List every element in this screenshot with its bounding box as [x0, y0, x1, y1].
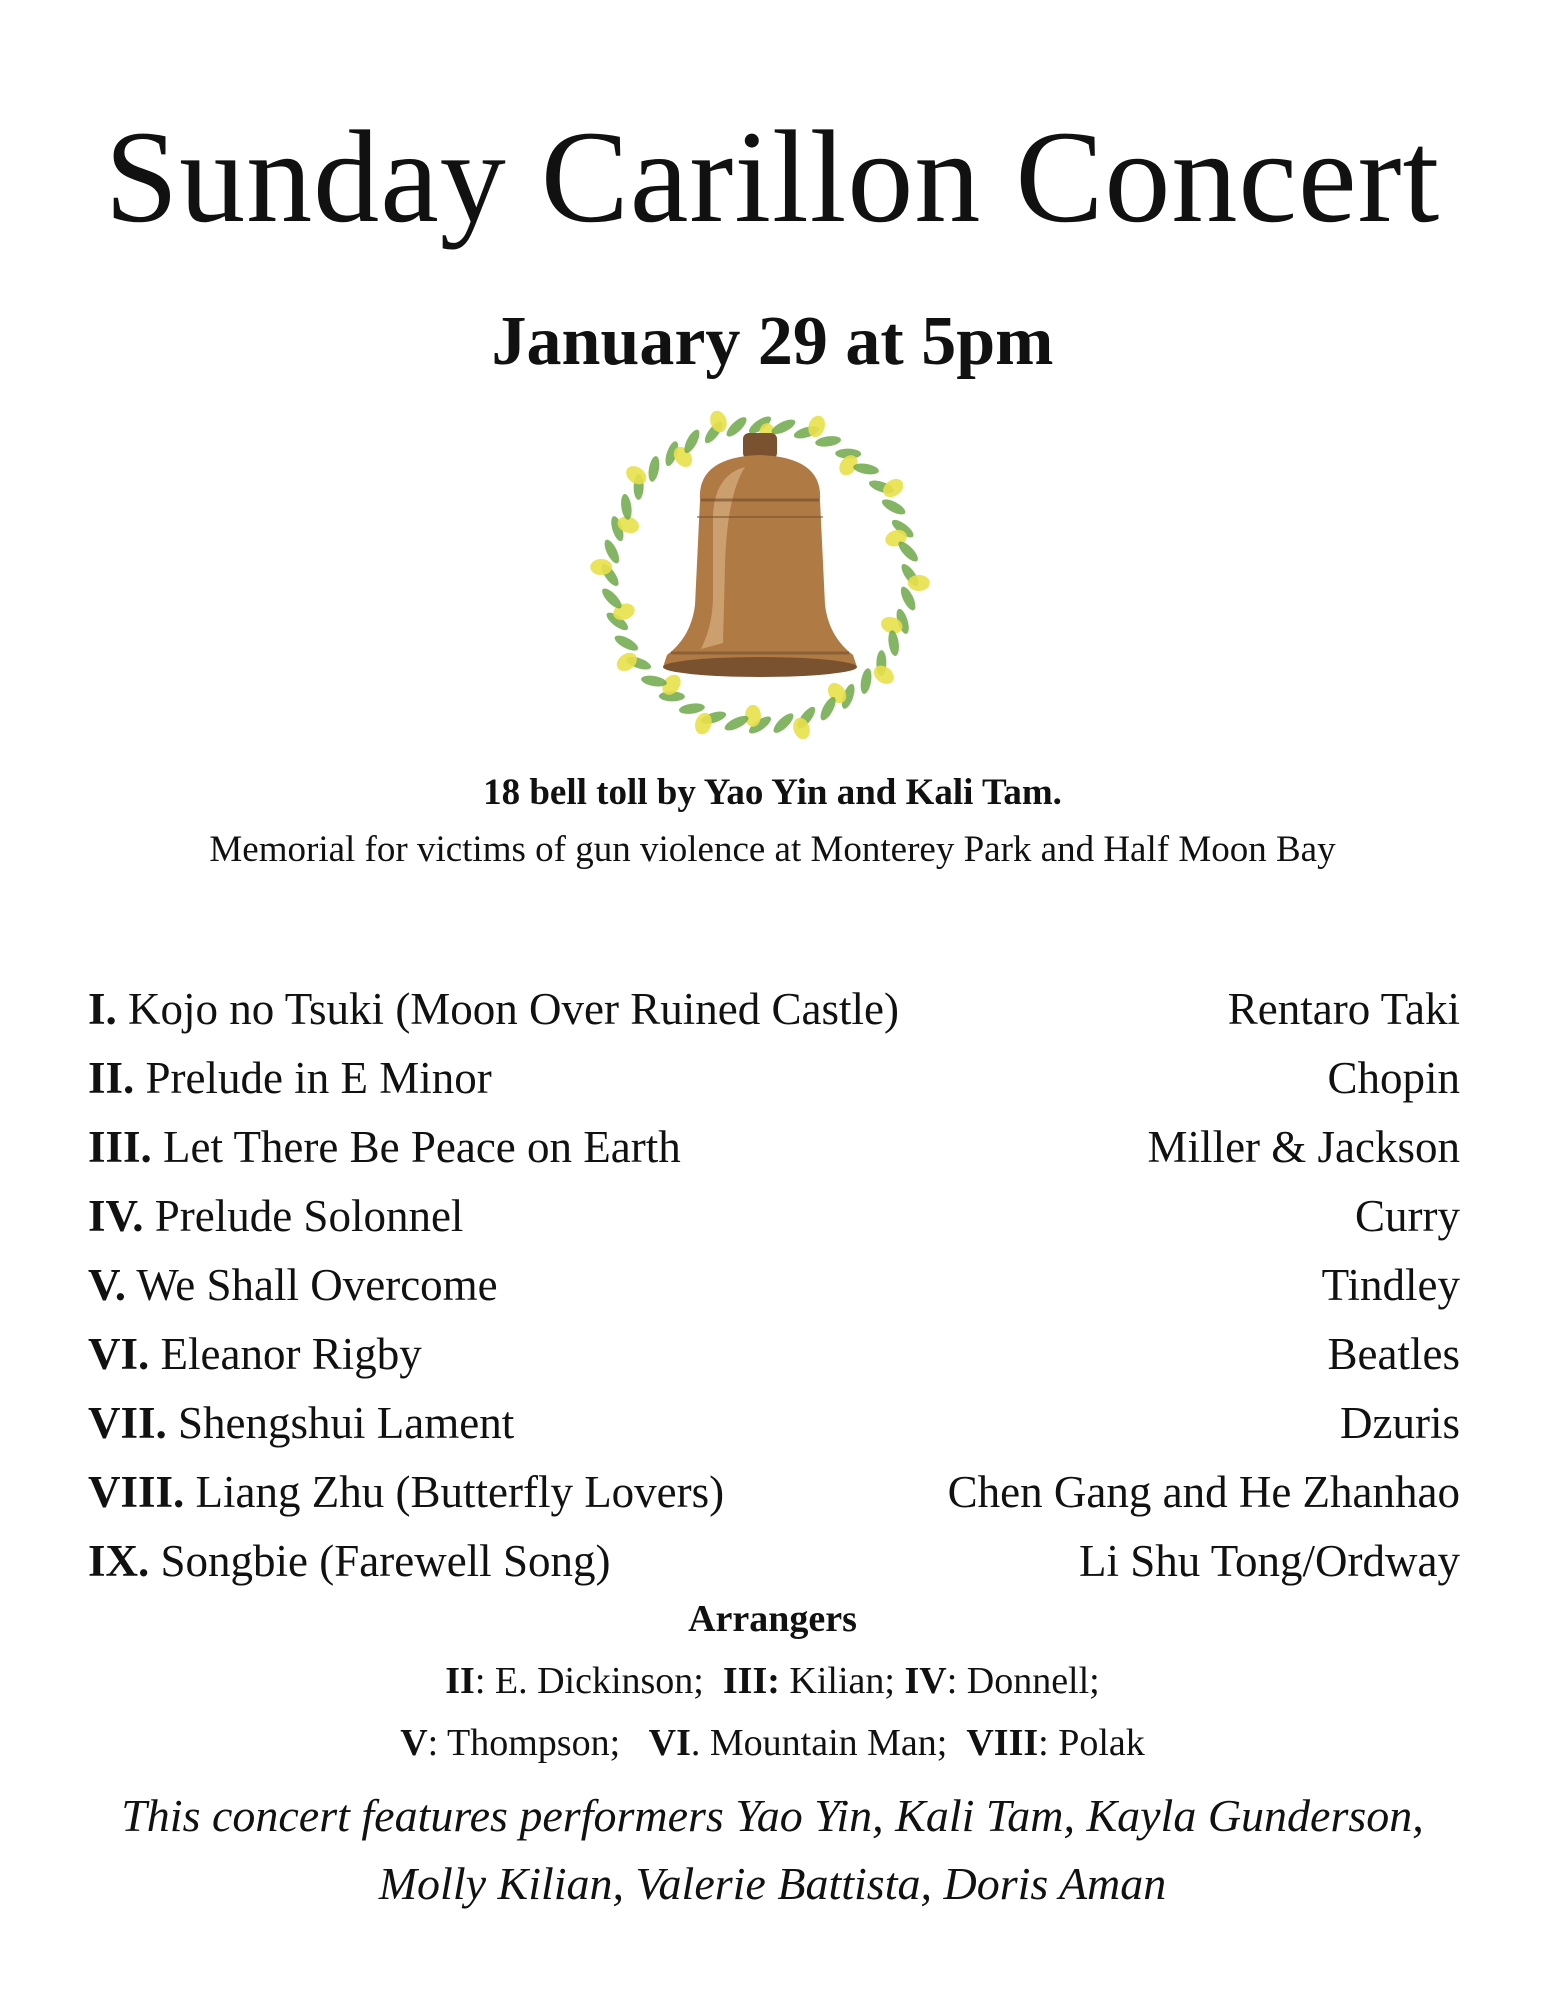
piece-title	[88, 1320, 422, 1389]
piece-title	[88, 1044, 492, 1113]
arranger-name: : Donnell;	[946, 1660, 1100, 1702]
performers-line-1: This concert features performers Yao Yin, Kali Tam, Kayla Gunderson,	[121, 1790, 1424, 1841]
piece-composer: Miller & Jackson	[1147, 1122, 1460, 1172]
piece-title	[88, 1182, 463, 1251]
piece-name: Kojo no Tsuki (Moon Over Ruined Castle)	[116, 984, 899, 1034]
piece-title	[88, 1458, 724, 1527]
program-item	[88, 1044, 1460, 1113]
leaf-icon	[620, 493, 634, 520]
program-list	[88, 975, 1460, 1596]
program-item	[88, 1389, 1460, 1458]
program-item	[88, 975, 1460, 1044]
lemon-icon	[880, 475, 907, 501]
piece-composer: Dzuris	[1340, 1398, 1460, 1448]
arranger-piece-number: IV	[904, 1660, 947, 1702]
leaf-icon	[896, 539, 921, 565]
leaf-icon	[599, 586, 624, 612]
lemon-icon	[745, 705, 761, 727]
piece-number: VI.	[88, 1329, 150, 1379]
piece-composer: Beatles	[1327, 1329, 1460, 1379]
lemon-icon	[613, 649, 640, 675]
arrangers-line-1	[0, 1656, 1545, 1706]
leaf-icon	[678, 702, 705, 716]
piece-number: II.	[88, 1053, 135, 1103]
piece-name: Let There Be Peace on Earth	[151, 1122, 681, 1172]
piece-title	[88, 1251, 498, 1320]
piece-composer: Li Shu Tong/Ordway	[1078, 1536, 1460, 1586]
piece-number: V.	[88, 1260, 126, 1310]
piece-composer: Curry	[1355, 1191, 1460, 1241]
program-item	[88, 1458, 1460, 1527]
concert-date: January 29 at 5pm	[491, 303, 1054, 380]
program-item	[88, 1113, 1460, 1182]
arranger-name: Kilian;	[779, 1660, 905, 1702]
arranger-piece-number: VI	[648, 1722, 691, 1764]
program-item	[88, 1182, 1460, 1251]
piece-title	[88, 1527, 610, 1596]
lemon-icon	[908, 575, 930, 591]
leaf-icon	[880, 496, 908, 517]
piece-title	[88, 975, 899, 1044]
memorial-note: Memorial for victims of gun violence at Monterey Park and Half Moon Bay	[209, 829, 1336, 870]
arranger-piece-number: II	[445, 1660, 475, 1702]
piece-composer: Rentaro Taki	[1227, 984, 1460, 1034]
piece-name: Songbie (Farewell Song)	[149, 1536, 611, 1586]
arranger-piece-number: VIII	[966, 1722, 1039, 1764]
piece-number: III.	[88, 1122, 152, 1172]
piece-title	[88, 1389, 514, 1458]
arranger-name: : E. Dickinson;	[474, 1660, 723, 1702]
arranger-piece-number: V	[400, 1722, 428, 1764]
leaf-icon	[859, 667, 873, 694]
arranger-name: . Mountain Man;	[690, 1722, 967, 1764]
piece-name: Prelude Solonnel	[143, 1191, 464, 1241]
piece-number: I.	[88, 984, 117, 1034]
arranger-name: : Thompson;	[427, 1722, 649, 1764]
arrangers-heading: Arrangers	[688, 1598, 857, 1640]
concert-title: Sunday Carillon Concert	[104, 103, 1441, 250]
piece-title	[88, 1113, 681, 1182]
program-item	[88, 1527, 1460, 1596]
program-item	[88, 1320, 1460, 1389]
piece-name: We Shall Overcome	[125, 1260, 498, 1310]
piece-number: VIII.	[88, 1467, 185, 1517]
leaf-icon	[771, 711, 797, 736]
piece-name: Shengshui Lament	[166, 1398, 515, 1448]
program-item	[88, 1251, 1460, 1320]
piece-number: IV.	[88, 1191, 144, 1241]
leaf-icon	[887, 630, 901, 657]
piece-number: IX.	[88, 1536, 150, 1586]
bell-icon	[663, 433, 857, 677]
bell-toll-headline: 18 bell toll by Yao Yin and Kali Tam.	[483, 772, 1062, 813]
piece-composer: Chopin	[1327, 1053, 1460, 1103]
arranger-name: : Polak	[1038, 1722, 1145, 1764]
leaf-icon	[647, 455, 661, 482]
arrangers-line-2	[0, 1718, 1545, 1768]
piece-composer: Chen Gang and He Zhanhao	[947, 1467, 1460, 1517]
piece-number: VII.	[88, 1398, 167, 1448]
piece-name: Liang Zhu (Butterfly Lovers)	[184, 1467, 725, 1517]
performers-line-2: Molly Kilian, Valerie Battista, Doris Aman	[378, 1858, 1167, 1909]
piece-name: Eleanor Rigby	[149, 1329, 422, 1379]
piece-composer: Tindley	[1321, 1260, 1460, 1310]
lemon-icon	[590, 559, 612, 575]
leaf-icon	[815, 435, 842, 449]
arranger-piece-number: III:	[722, 1660, 780, 1702]
leaf-icon	[613, 633, 641, 654]
bell-in-lemon-wreath-icon	[585, 405, 935, 745]
piece-name: Prelude in E Minor	[134, 1053, 492, 1103]
